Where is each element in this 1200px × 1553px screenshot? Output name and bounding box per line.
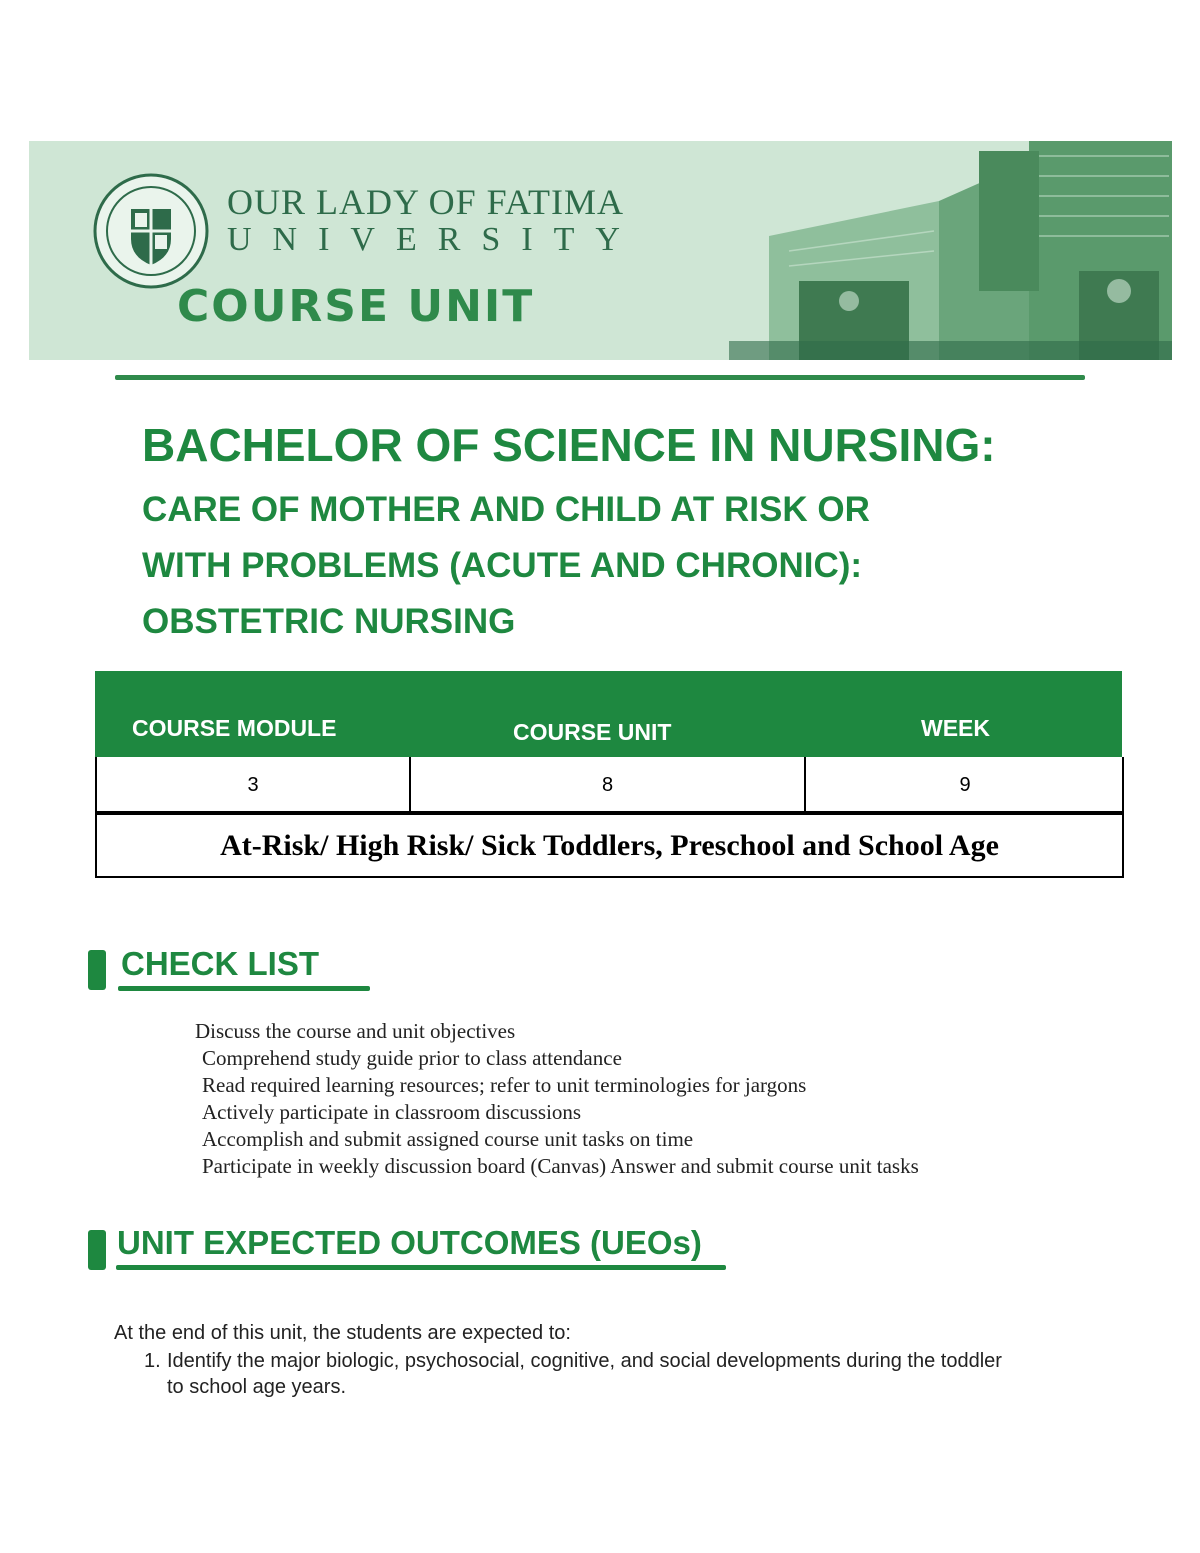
outcome-number: 1. (144, 1350, 161, 1372)
header-banner (29, 141, 1172, 360)
program-title: BACHELOR OF SCIENCE IN NURSING: (142, 419, 996, 471)
course-title-line3: OBSTETRIC NURSING (142, 602, 516, 641)
university-name-line2: UNIVERSITY (227, 221, 641, 258)
value-course-unit: 8 (409, 757, 804, 811)
banner-divider (115, 375, 1085, 380)
outcomes-heading-marker (88, 1230, 106, 1270)
checklist-heading-marker (88, 950, 106, 990)
course-info-table (95, 671, 1122, 876)
checklist-item: Comprehend study guide prior to class attendance (202, 1046, 622, 1070)
header-course-module: COURSE MODULE (132, 715, 337, 741)
checklist-item: Accomplish and submit assigned course unit tasks on time (202, 1127, 694, 1151)
checklist-item: Discuss the course and unit objectives (195, 1019, 516, 1043)
table-row (95, 757, 1124, 813)
university-seal-icon (91, 171, 211, 291)
course-title-line2: WITH PROBLEMS (ACUTE AND CHRONIC): (142, 546, 863, 585)
checklist-heading-underline (118, 986, 370, 991)
checklist-heading: CHECK LIST (121, 945, 319, 982)
value-week: 9 (804, 757, 1124, 811)
campus-building-image (729, 141, 1172, 360)
outcomes-heading-underline (116, 1265, 726, 1270)
university-name-line1: OUR LADY OF FATIMA (227, 182, 625, 222)
checklist-item: Read required learning resources; refer to unit terminologies for jargons (202, 1073, 807, 1097)
outcome-text-line1: Identify the major biologic, psychosocial, cognitive, and social developments during the toddler (167, 1350, 1002, 1372)
checklist-item: Participate in weekly discussion board (Canvas) Answer and submit course unit tasks (202, 1154, 919, 1178)
outcomes-heading: UNIT EXPECTED OUTCOMES (UEOs) (117, 1224, 702, 1261)
outcome-text-line2: to school age years. (167, 1376, 346, 1398)
unit-topic: At-Risk/ High Risk/ Sick Toddlers, Preschool and School Age (95, 813, 1124, 878)
value-course-module: 3 (247, 774, 259, 796)
header-week: WEEK (921, 715, 990, 741)
header-course-unit: COURSE UNIT (513, 719, 672, 745)
table-header (95, 671, 1122, 757)
banner-title: COURSE UNIT (177, 281, 535, 332)
checklist-item: Actively participate in classroom discussions (202, 1100, 582, 1124)
course-title-line1: CARE OF MOTHER AND CHILD AT RISK OR (142, 490, 870, 529)
outcomes-intro: At the end of this unit, the students are expected to: (114, 1322, 571, 1344)
